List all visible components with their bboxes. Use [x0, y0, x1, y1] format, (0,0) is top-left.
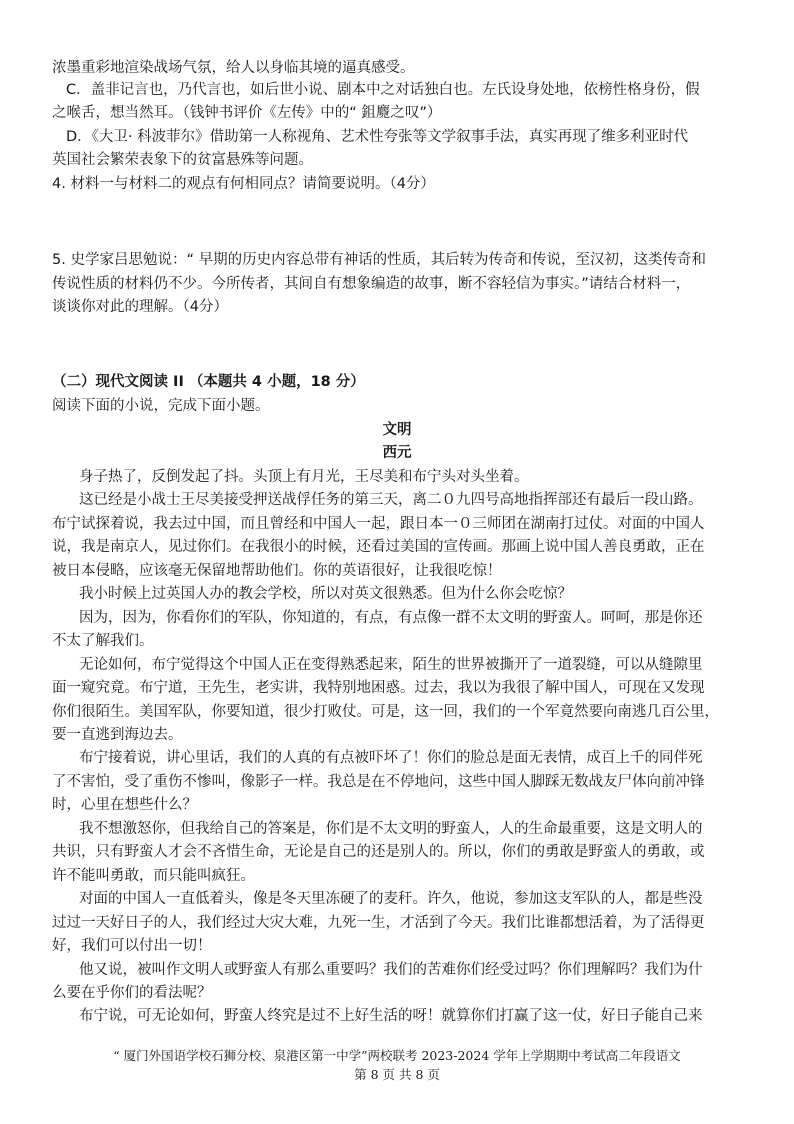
- story-line: 我小时候上过英国人办的教会学校，所以对英文很熟悉。但为什么你会吃惊？: [79, 586, 572, 603]
- option-d-line2: 英国社会繁荣表象下的贫富悬殊等问题。: [52, 152, 313, 168]
- story-line: 说，我是南京人，见过你们。在我很小的时候，还看过美国的宣传画。那画上说中国人善良勇敢，正在: [52, 539, 705, 556]
- story-line: 被日本侵略，应该毫无保留地帮助他们。你的英语很好，让我很吃惊！: [52, 562, 502, 579]
- story-line: 不太了解我们。: [52, 633, 154, 650]
- story-line: 对面的中国人一直低着头，像是冬天里冻硬了的麦秆。许久，他说，参加这支军队的人，都是些没: [79, 891, 703, 908]
- question-5-line3: 谈谈你对此的理解。（4分）: [52, 299, 228, 315]
- story-line: 身子热了，反倒发起了抖。头顶上有月光，王尽美和布宁头对头坐着。: [79, 469, 529, 485]
- story-title: 文明: [382, 422, 412, 438]
- story-line: 无论如何，布宁觉得这个中国人正在变得熟悉起来，陌生的世界被撕开了一道裂缝，可以从缝隙里: [79, 656, 703, 673]
- question-5-line2: 传说性质的材料仍不少。今所传者，其间自有想象编造的故事，断不容轻信为事实。”请结合材料一，: [52, 276, 691, 292]
- story-line: 许不能叫勇敢，而只能叫疯狂。: [52, 867, 255, 884]
- prev-line: 浓墨重彩地渲染战场气氛，给人以身临其境的逼真感受。: [52, 60, 415, 76]
- story-author: 西元: [382, 445, 412, 461]
- section-heading: （二）现代文阅读 II （本题共 4 小题，18 分）: [52, 374, 365, 390]
- story-line: 过过一天好日子的人，我们经过大灾大难，九死一生，才活到了今天。我们比谁都想活着，为了活得更: [52, 914, 705, 931]
- option-c-line2: 之喉舌，想当然耳。（钱钟书评价《左传》中的“ 鉏麑之叹”）: [52, 105, 442, 121]
- story-line: 好，我们可以付出一切！: [52, 938, 212, 954]
- story-line: 因为，因为，你看你们的军队，你知道的，有点，有点像一群不太文明的野蛮人。呵呵，那是你还: [79, 609, 703, 626]
- story-line: 布宁试探着说，我去过中国，而且曾经和中国人一起，跟日本一０三师团在湖南打过仗。对面的中国人: [52, 515, 705, 532]
- story-line: 时，心里在想些什么？: [52, 797, 197, 814]
- story-line: 布宁接着说，讲心里话，我们的人真的有点被吓坏了！你们的脸总是面无表情，成百上千的同伴死: [79, 750, 703, 767]
- footer-page-number: 第 8 页 共 8 页: [354, 1067, 440, 1082]
- story-line: 你们很陌生。美国军队，你要知道，很少打败仗。可是，这一回，我们的一个军竟然要向南逃几百公里，: [52, 703, 719, 720]
- story-line: 么要在乎你们的看法呢？: [52, 984, 212, 1001]
- story-line: 这已经是小战士王尽美接受押送战俘任务的第三天，离二０九四号高地指挥部还有最后一段山路。: [79, 492, 703, 509]
- story-line: 布宁说，可无论如何，野蛮人终究是过不上好生活的呀！就算你们打赢了这一仗，好日子能自己来: [79, 1008, 703, 1025]
- story-line: 面一窥究竟。布宁道，王先生，老实讲，我特别地困惑。过去，我以为我很了解中国人，可现在又发现: [52, 680, 705, 696]
- option-d-line1: D．《大卫· 科波菲尔》借助第一人称视角、艺术性夸张等文学叙事手法，真实再现了维多利亚时代: [66, 129, 689, 145]
- question-4: 4. 材料一与材料二的观点有何相同点？请简要说明。（4分）: [52, 176, 435, 192]
- question-5-line1: 5. 史学家吕思勉说：“ 早期的历史内容总带有神话的性质，其后转为传奇和传说，至汉初，这类传奇和: [52, 252, 707, 268]
- section-instruction: 阅读下面的小说，完成下面小题。: [52, 398, 270, 414]
- story-line: 他又说，被叫作文明人或野蛮人有那么重要吗？我们的苦难你们经受过吗？你们理解吗？我们为什: [79, 961, 703, 978]
- story-line: 要一直逃到海边去。: [52, 727, 183, 743]
- option-c-line1: C．盖非记言也，乃代言也，如后世小说、剧本中之对话独白也。左氏设身处地，依榜性格身份，假: [66, 82, 700, 98]
- story-line: 我不想激怒你，但我给自己的答案是，你们是不太文明的野蛮人，人的生命最重要，这是文明人的: [79, 820, 703, 837]
- footer-school: “ 厦门外国语学校石狮分校、泉港区第一中学”两校联考 2023-2024 学年上学期期中考试高二年段语文: [113, 1048, 681, 1063]
- story-line: 了不害怕，受了重伤不惨叫，像影子一样。我总是在不停地问，这些中国人脚踩无数战友尸体向前冲锋: [52, 773, 705, 790]
- story-line: 共识，只有野蛮人才会不吝惜生命，无论是自己的还是别人的。所以，你们的勇敢是野蛮人的勇敢，或: [52, 844, 705, 861]
